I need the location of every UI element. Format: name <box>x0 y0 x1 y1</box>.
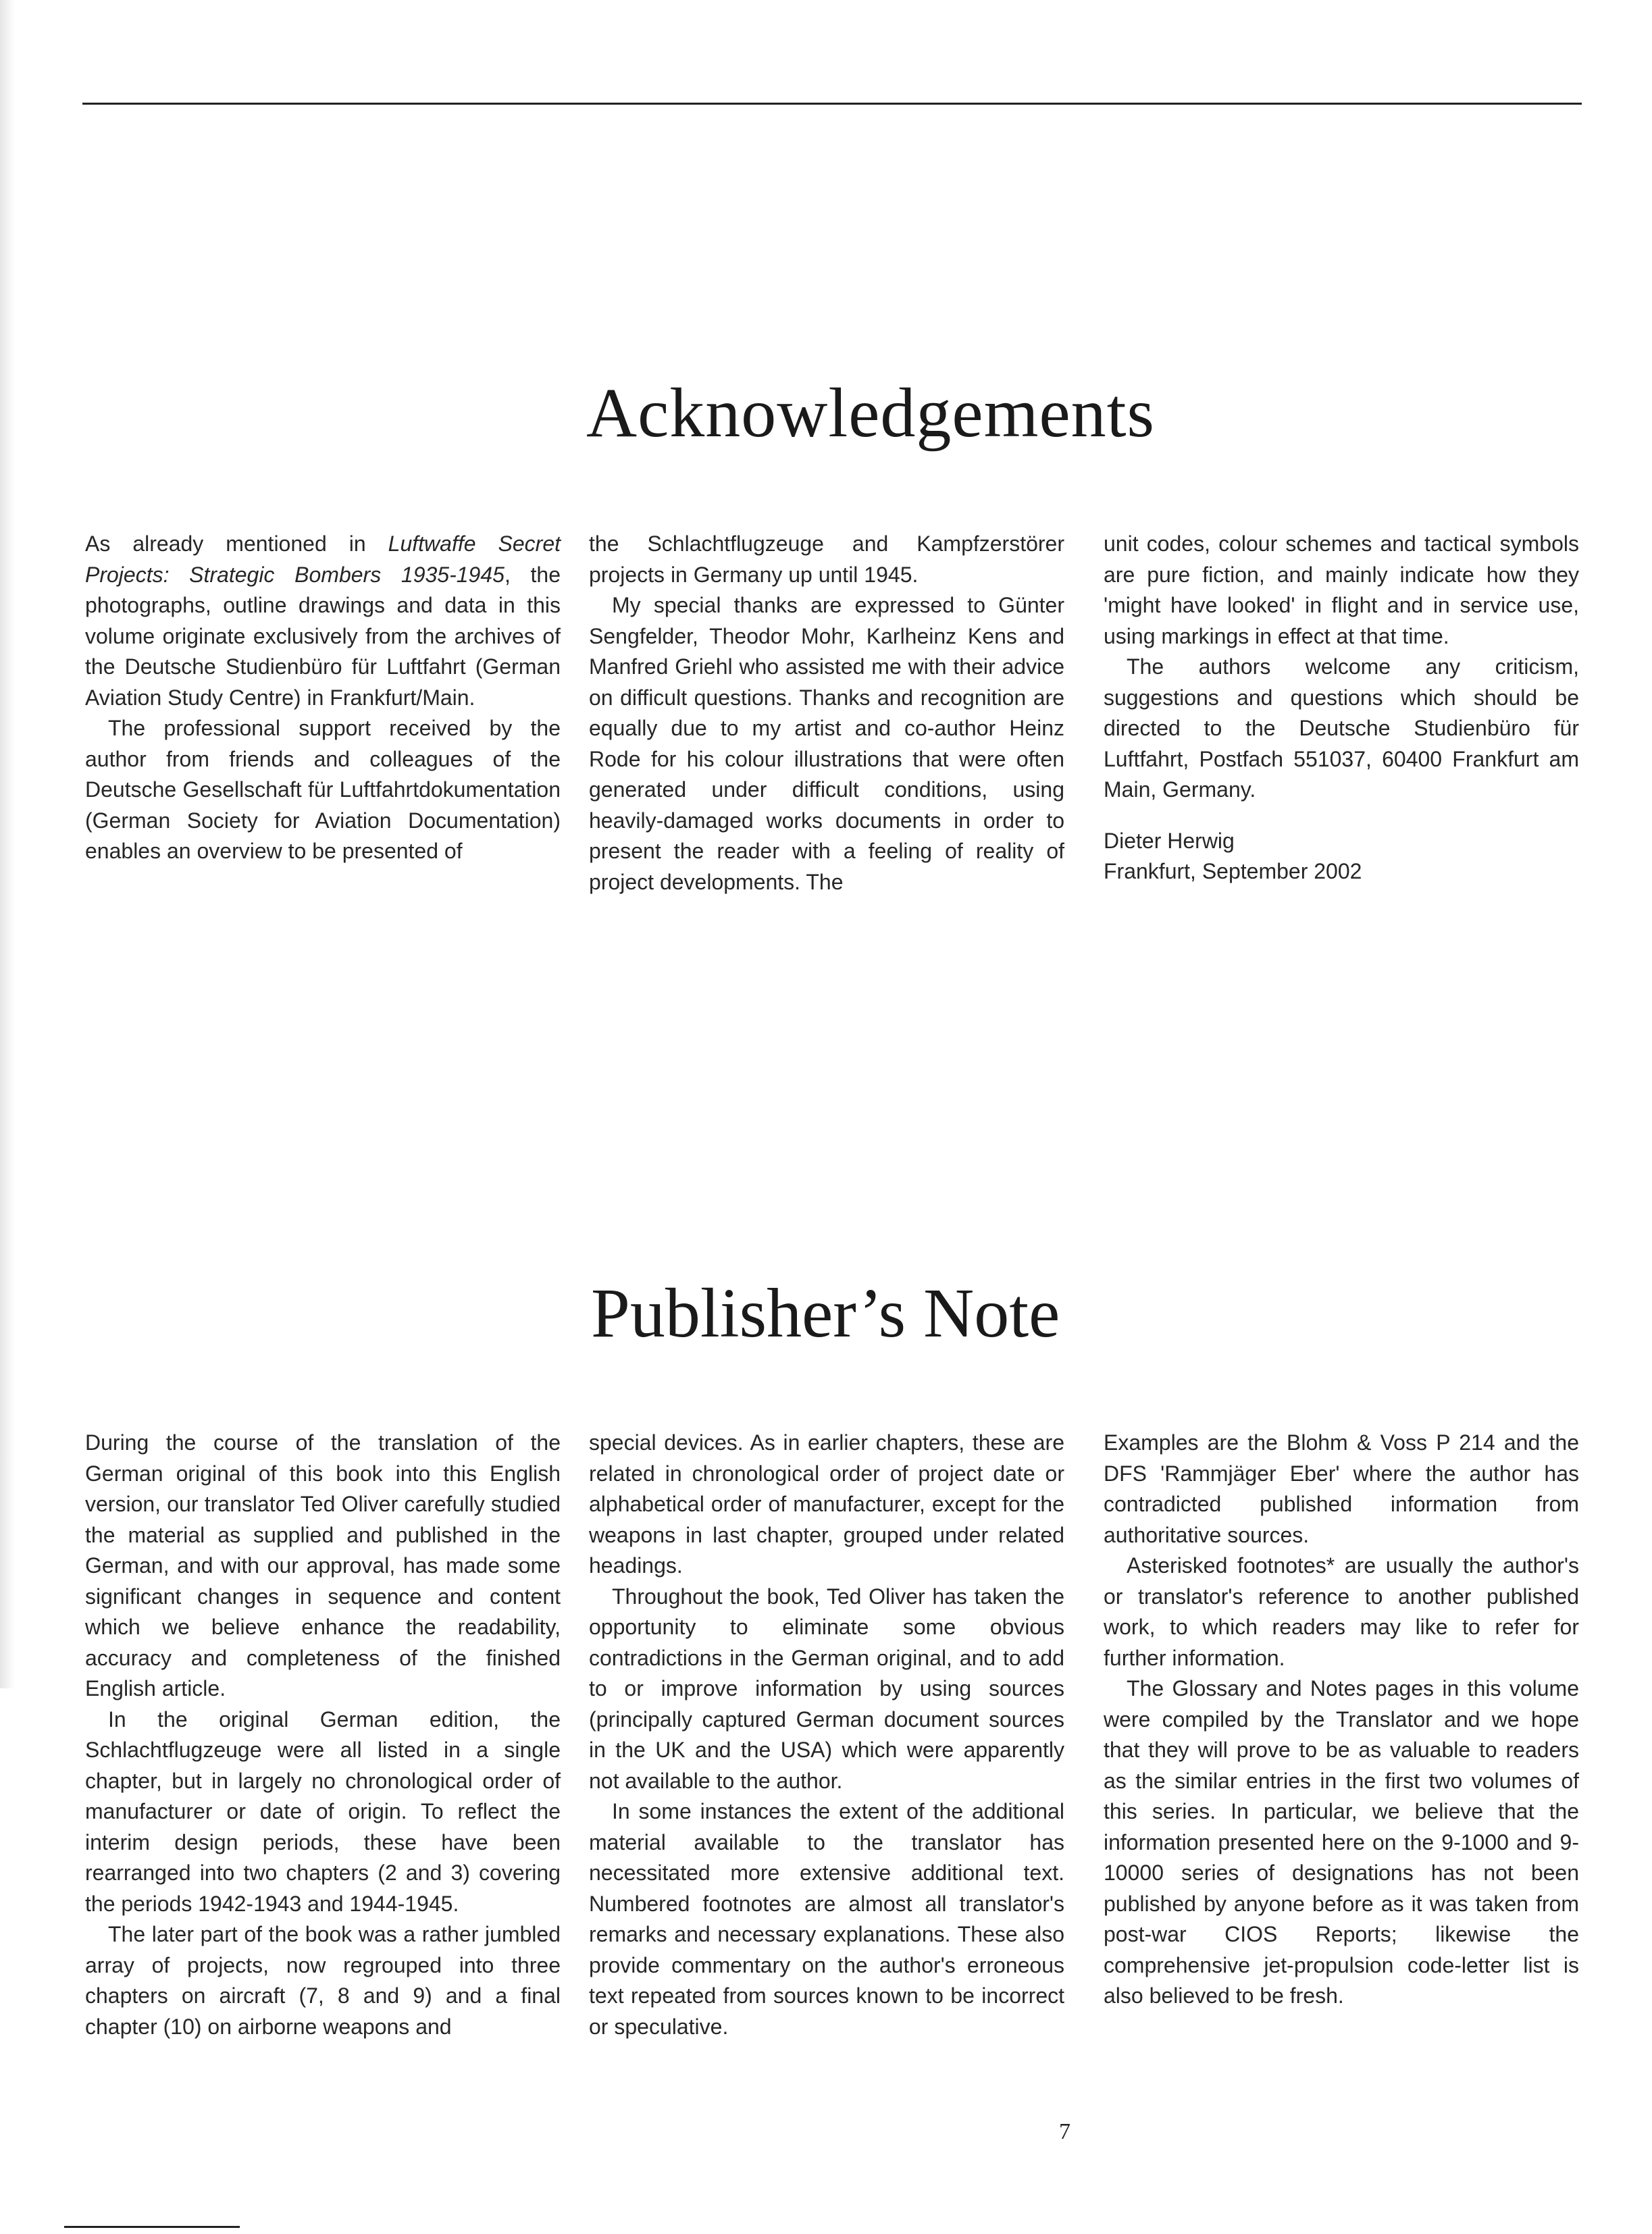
paragraph: the Schlachtflugzeuge and Kampfzerstörer projects in Germany up until 1945. <box>589 531 1064 587</box>
acknowledgements-column-2 <box>589 529 1064 898</box>
paragraph: In the original German edition, the Schlachtflugzeuge were all listed in a single chapter, but in largely no chronological order of manufacturer or date of origin. To reflect the interim design periods, these have been rearranged into two chapters (2 and 3) covering the periods 1942-1943 and 1944-1945. <box>85 1707 561 1916</box>
publishers-note-column-3 <box>1104 1428 1579 2012</box>
paragraph: Throughout the book, Ted Oliver has taken the opportunity to eliminate some obvious contradictions in the German original, and to add to or improve information by using sources (principally captured German document sources in the UK and the USA) which were apparently not available to the author. <box>589 1584 1064 1793</box>
paragraph: Asterisked footnotes* are usually the author's or translator's reference to another published work, to which readers may like to refer for further information. <box>1104 1553 1579 1670</box>
page-edge-shadow <box>0 0 15 1688</box>
paragraph: Examples are the Blohm & Voss P 214 and the DFS 'Rammjäger Eber' where the author has contradicted published information from authoritative sources. <box>1104 1430 1579 1547</box>
paragraph: The Glossary and Notes pages in this volume were compiled by the Translator and we hope that they will prove to be as valuable to readers as the similar entries in the first two volumes of this series. In particular, we believe that the information presented here on the 9-1000 and 9-10000 series of designations has not been published by anyone before as it was taken from post-war CIOS Reports; likewise the comprehensive jet-propulsion code-letter list is also believed to be fresh. <box>1104 1676 1579 2008</box>
book-title: Luftwaffe Secret Projects: Strategic Bombers 1935-1945 <box>85 531 561 587</box>
signoff-place: Frankfurt, September 2002 <box>1104 859 1362 883</box>
paragraph: The later part of the book was a rather jumbled array of projects, now regrouped into three chapters on aircraft (7, 8 and 9) and a final chapter (10) on airborne weapons and <box>85 1922 561 2039</box>
paragraph: As already mentioned in Luftwaffe Secret Projects: Strategic Bombers 1935-1945, the photographs, outline drawings and data in this volume originate exclusively from the archives of the Deutsche Studienbüro für Luftfahrt (German Aviation Study Centre) in Frankfurt/Main. <box>85 531 561 710</box>
publishers-note-title: Publisher’s Note <box>591 1274 1060 1352</box>
top-rule <box>82 103 1582 105</box>
acknowledgements-column-1 <box>85 529 561 867</box>
publishers-note-column-2 <box>589 1428 1064 2042</box>
paragraph: The professional support received by the author from friends and colleagues of the Deutsche Gesellschaft für Luftfahrtdokumentation (German Society for Aviation Documentation) enables an overview to be presented of <box>85 716 561 863</box>
paragraph: During the course of the translation of the German original of this book into this English version, our translator Ted Oliver carefully studied the material as supplied and published in the German, and with our approval, has made some significant changes in sequence and content which we believe enhance the readability, accuracy and completeness of the finished English article. <box>85 1430 561 1700</box>
page-number: 7 <box>1059 2119 1070 2144</box>
bottom-rule <box>64 2226 240 2228</box>
signoff-name: Dieter Herwig <box>1104 828 1235 853</box>
paragraph: special devices. As in earlier chapters, these are related in chronological order of project date or alphabetical order of manufacturer, except for the weapons in last chapter, grouped under related headings. <box>589 1430 1064 1578</box>
publishers-note-column-1 <box>85 1428 561 2042</box>
acknowledgements-title: Acknowledgements <box>586 374 1156 452</box>
paragraph: In some instances the extent of the additional material available to the translator has necessitated more extensive additional text. Numbered footnotes are almost all translator's remarks and necessary explanations. These also provide commentary on the author's erroneous text repeated from sources known to be incorrect or speculative. <box>589 1799 1064 2039</box>
paragraph: unit codes, colour schemes and tactical symbols are pure fiction, and mainly indicate how they 'might have looked' in flight and in service use, using markings in effect at that time. <box>1104 531 1579 648</box>
paragraph: My special thanks are expressed to Günter Sengfelder, Theodor Mohr, Karlheinz Kens and Manfred Griehl who assisted me with their advice on difficult questions. Thanks and recognition are equally due to my artist and co-author Heinz Rode for his colour illustrations that were often generated under difficult conditions, using heavily-damaged works documents in order to present the reader with a feeling of reality of project developments. The <box>589 593 1064 894</box>
paragraph: The authors welcome any criticism, suggestions and questions which should be directed to the Deutsche Studienbüro für Luftfahrt, Postfach 551037, 60400 Frankfurt am Main, Germany. <box>1104 654 1579 802</box>
acknowledgements-column-3 <box>1104 529 1579 887</box>
